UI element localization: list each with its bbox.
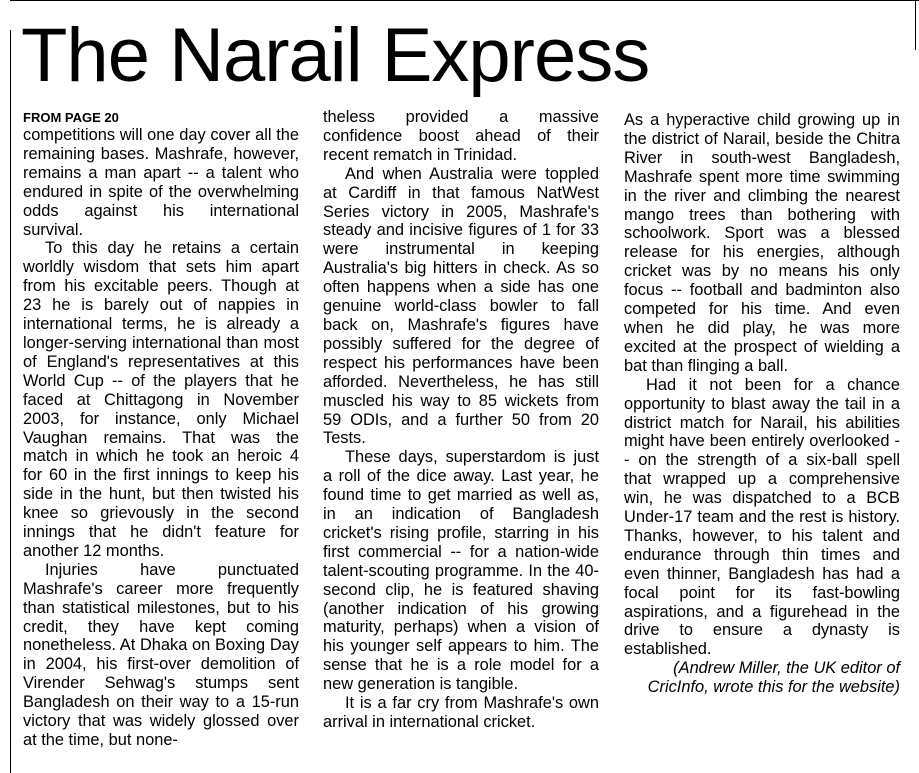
- article-column-3: [624, 111, 900, 697]
- paragraph: competitions will one day cover all the remaining bases. Mashrafe, however, remains a man apart -- a talent who endured in spite of the overwhelming odds against his international survival.: [23, 126, 299, 239]
- paragraph: Injuries have punctuated Mashrafe's career more frequently than statistical milestones, but to his credit, they have kept coming nonetheless. At Dhaka on Boxing Day in 2004, his first-over demolition of Virender Sehwag's stumps sent Bangladesh on their way to a 15-run victory that was widely glossed over at the time, but none-: [23, 560, 299, 749]
- paragraph: And when Australia were toppled at Cardiff in that famous NatWest Series victory in 2005, Mashrafe's steady and incisive figures of 1 for 33 were instrumental in keeping Australia's big hitters in check. As so often happens when a side has one genuine world-class bowler to fall back on, Mashrafe's figures have possibly suffered for the degree of respect his performances have been afforded. Nevertheless, he has still muscled his way to 85 wickets from 59 ODIs, and a further 50 from 20 Tests.: [323, 164, 599, 448]
- paragraph: Had it not been for a chance opportunity to blast away the tail in a district match for Narail, his abilities might have been entirely overlooked -- on the strength of a six-ball spell that wrapped up a comprehensive win, he was dispatched to a BCB Under-17 team and the rest is history. Thanks, however, to his talent and endurance through thin times and even thinner, Bangladesh has had a focal point for its fast-bowling aspirations, and a figurehead in the drive to ensure a dynasty is established.: [624, 375, 900, 659]
- article-headline: The Narail Express: [21, 13, 650, 98]
- article-column-1: [23, 110, 299, 750]
- paragraph: theless provided a massive confidence boost ahead of their recent rematch in Trinidad.: [323, 108, 599, 164]
- left-border-rule: [10, 30, 11, 773]
- continuation-label: FROM PAGE 20: [23, 110, 119, 125]
- paragraph: These days, superstardom is just a roll of the dice away. Last year, he found time to get married as well as, in an indication of Bangladesh cricket's rising profile, starring in his first commercial -- for a nation-wide talent-scouting programme. In the 40-second clip, he is featured shaving (another indication of his growing maturity, perhaps) when a vision of his younger self appears to him. The sense that he is a role model for a new generation is tangible.: [323, 448, 599, 694]
- paragraph: It is a far cry from Mashrafe's own arrival in international cricket.: [323, 694, 599, 731]
- author-byline: (Andrew Miller, the UK editor of CricInfo, wrote this for the website): [647, 659, 900, 697]
- right-border-rule: [915, 0, 916, 50]
- article-column-2: [323, 108, 599, 732]
- paragraph: To this day he retains a certain worldly wisdom that sets him apart from his excitable peers. Though at 23 he is barely out of nappies in international terms, he is already a longer-serving international than most of England's representatives at this World Cup -- of the players that he faced at Chittagong in November 2003, for instance, only Michael Vaughan remains. That was the match in which he took an heroic 4 for 60 in the first innings to keep his side in the hunt, but then twisted his knee so grievously in the second innings that he didn't feature for another 12 months.: [23, 239, 299, 560]
- top-border-rule: [10, 0, 919, 1]
- paragraph: As a hyperactive child growing up in the district of Narail, beside the Chitra River in south-west Bangladesh, Mashrafe spent more time swimming in the river and climbing the nearest mango trees than bothering with schoolwork. Sport was a blessed release for his energies, although cricket was by no means his only focus -- football and badminton also competed for his time. And even when he did play, he was more excited at the prospect of wielding a bat than flinging a ball.: [624, 111, 900, 375]
